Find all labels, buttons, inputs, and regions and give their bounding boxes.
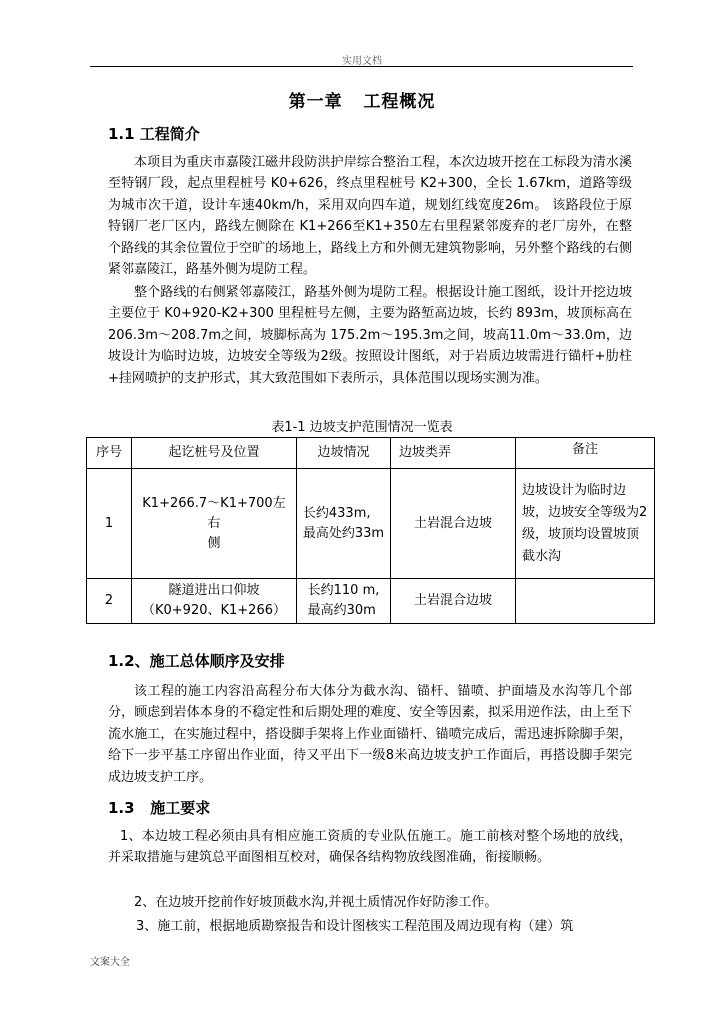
row-station-line-2: （K0+920、K1+266）	[141, 603, 286, 618]
row-type: 土岩混合边坡	[391, 579, 516, 624]
header-station: 起讫桩号及位置	[132, 438, 297, 469]
requirement-item-3: 3、施工前，根据地质勘察报告和设计图核实工程范围及周边现有构（建）筑	[136, 919, 574, 934]
row-no: 1	[87, 469, 132, 579]
row-condition	[297, 469, 391, 579]
requirement-item-1: 1、本边坡工程必须由具有相应施工资质的专业队伍施工。施工前核对整个场地的放线，并采取措施与建筑总平面图相互校对，确保各结构物放线图准确，衔接顺畅。	[108, 829, 632, 866]
row-no: 2	[87, 579, 132, 624]
row-station-line-1: 隧道进出口仰坡	[168, 583, 260, 598]
section-1-2-paragraph: 该工程的施工内容沿高程分布大体分为截水沟、锚杆、锚喷、护面墙及水沟等几个部分，顾虑到岩体本身的不稳定性和后期处理的难度、安全等因素，拟采用逆作法，由上至下流水施工，在实施过程中，搭设脚手架将上作业面锚杆、锚喷完成后，需迅速拆除脚手架，给下一步平基工序留出作业面，待又平出下一级8米高边坡支护工作面后，再搭设脚手架完成边坡支护工序。	[108, 684, 632, 785]
row-note	[516, 579, 655, 624]
table-caption: 表1-1 边坡支护范围情况一览表	[271, 420, 453, 435]
row-condition-line-2: 最高约30m	[307, 603, 376, 618]
header-divider	[90, 66, 633, 67]
row-condition-line-1: 长约110 m,	[307, 583, 380, 598]
page-header-text: 实用文档	[342, 56, 382, 67]
header-note: 备注	[516, 438, 655, 469]
section-heading-1-3: 1.3 施工要求	[108, 799, 211, 817]
chapter-title: 第一章 工程概况	[288, 92, 436, 112]
slope-support-table	[86, 437, 655, 624]
row-station-line-2: 侧	[207, 535, 221, 551]
section-1-1-paragraph-1: 本项目为重庆市嘉陵江磁井段防洪护岸综合整治工程，本次边坡开挖在工标段为清水溪至特钢厂段，起点里程桩号 K0+626，终点里程桩号 K2+300，全长 1.67km，道路等级为城市次干道，设计车速40km/h，采用双向四车道，规划红线宽度26m。 该路段位于原特钢厂老厂区内，路线左侧除在 K1+266至K1+350左右里程紧邻废弃的老厂房外，在整个路线的其余位置位于空旷的场地上，路线上方和外侧无建筑物影响，另外整个路线的右侧紧邻嘉陵江，路基外侧为堤防工程。	[108, 155, 632, 278]
row-condition-line-1: 长约433m,	[302, 505, 371, 521]
table-row	[87, 469, 655, 579]
row-condition	[297, 579, 391, 624]
table-header-row	[87, 438, 655, 469]
section-1-1-paragraph-2: 整个路线的右侧紧邻嘉陵江，路基外侧为堤防工程。根据设计施工图纸，设计开挖边坡主要位于 K0+920-K2+300 里程桩号左侧，主要为路堑高边坡，长约 893m，坡顶标高在 206.3m～208.7m之间，坡脚标高为 175.2m～195.3m之间，坡高11.0m～33.0m，边坡设计为临时边坡，边坡安全等级为2级。按照设计图纸，对于岩质边坡需进行锚杆+肋柱+挂网喷护的支护形式，其大致范围如下表所示，具体范围以现场实测为准。	[108, 285, 632, 386]
row-station	[132, 579, 297, 624]
section-heading-1-1: 1.1 工程简介	[108, 125, 200, 143]
header-type: 边坡类弄	[391, 438, 516, 469]
row-station	[132, 469, 297, 579]
section-heading-1-2: 1.2、施工总体顺序及安排	[108, 652, 285, 670]
row-type: 土岩混合边坡	[391, 469, 516, 579]
header-no: 序号	[87, 438, 132, 469]
row-station-line-1: K1+266.7～K1+700左右	[142, 495, 286, 531]
header-condition: 边坡情况	[297, 438, 391, 469]
page-footer-text: 文案大全	[90, 957, 130, 968]
row-condition-line-2: 最高处约33m	[302, 525, 385, 541]
table-row	[87, 579, 655, 624]
requirement-item-2: 2、在边坡开挖前作好坡顶截水沟,并视土质情况作好防渗工作。	[134, 895, 498, 910]
row-note: 边坡设计为临时边坡，边坡安全等级为2级，坡顶均设置坡顶截水沟	[516, 469, 655, 579]
